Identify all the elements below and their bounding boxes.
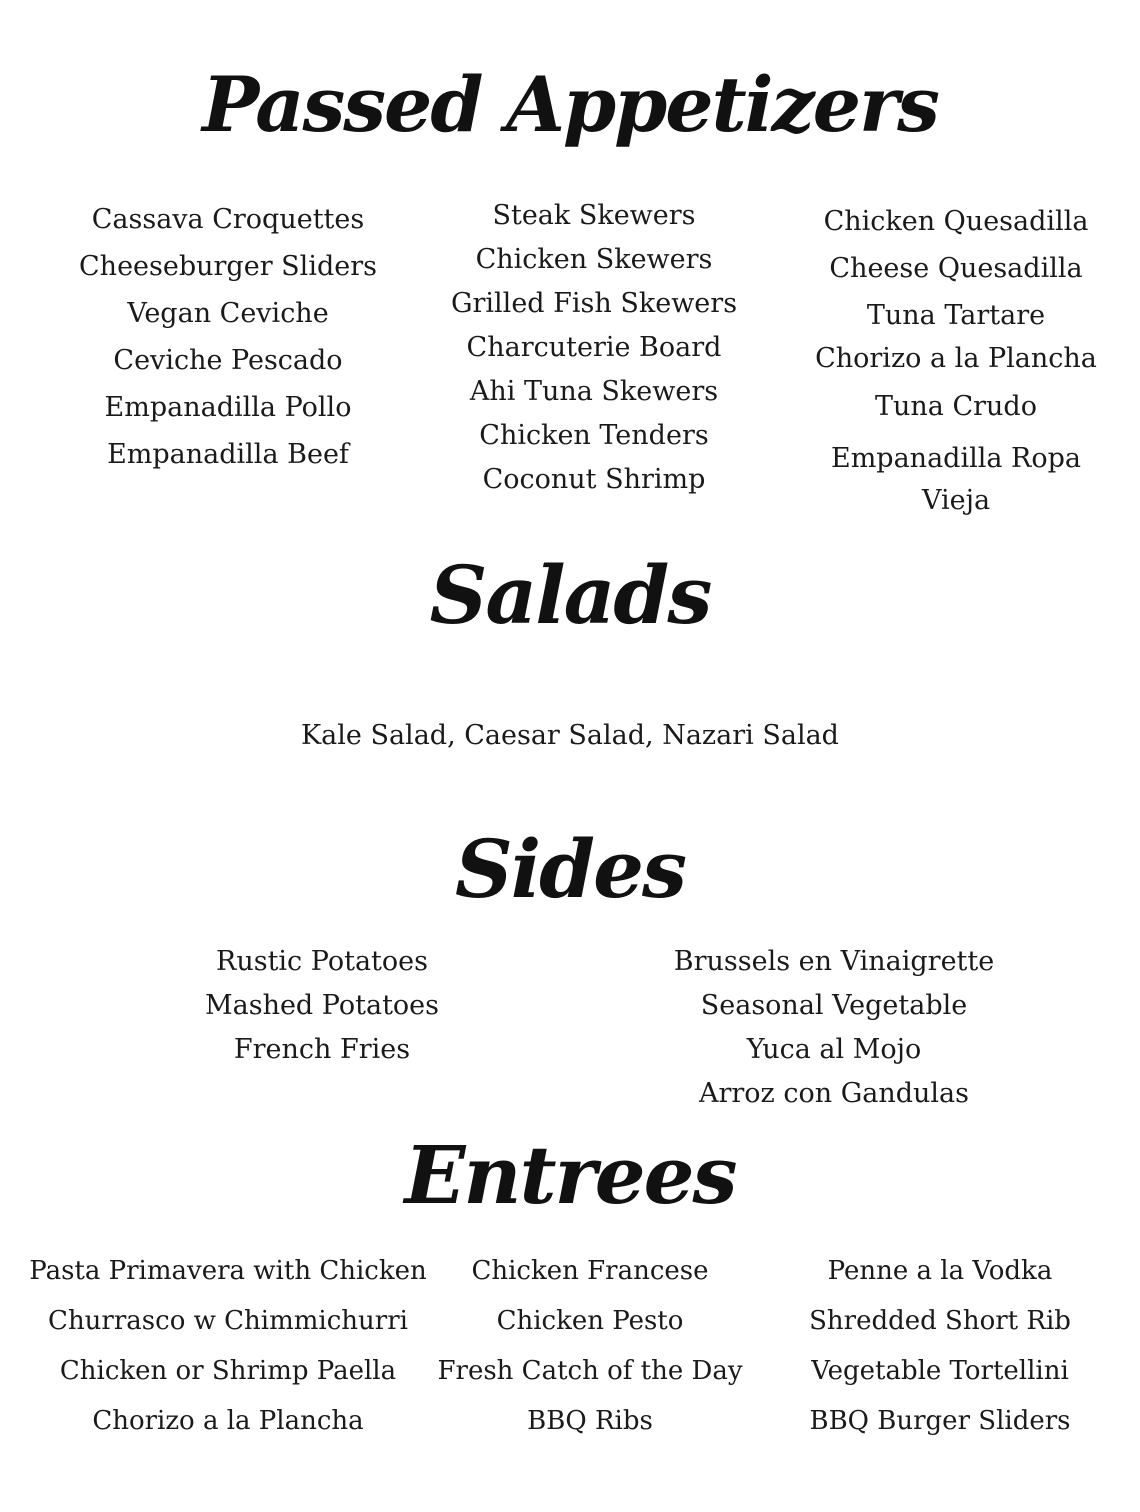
- entrees-column-2: [420, 1246, 760, 1446]
- menu-item: Charcuterie Board: [466, 332, 722, 363]
- menu-item: Empanadilla Pollo: [104, 392, 352, 423]
- menu-item: Yuca al Mojo: [746, 1034, 922, 1065]
- menu-item: Tuna Crudo: [875, 391, 1037, 422]
- menu-item: Chicken Skewers: [475, 244, 713, 275]
- salads-list: Kale Salad, Caesar Salad, Nazari Salad: [301, 720, 839, 751]
- menu-item: Churrasco w Chimmichurri: [48, 1306, 408, 1336]
- menu-item: Vegetable Tortellini: [811, 1356, 1069, 1386]
- menu-item: Shredded Short Rib: [809, 1306, 1071, 1336]
- menu-item: Ahi Tuna Skewers: [469, 376, 719, 407]
- menu-item: French Fries: [233, 1034, 411, 1065]
- menu-item: Vieja: [921, 485, 991, 516]
- appetizers-column-1: [48, 196, 408, 478]
- entrees-column-1: [28, 1246, 428, 1446]
- menu-item: Chicken Francese: [471, 1256, 709, 1286]
- menu-item: Cassava Croquettes: [91, 204, 365, 235]
- menu-item: Seasonal Vegetable: [700, 990, 968, 1021]
- menu-item: Chicken Pesto: [496, 1306, 684, 1336]
- section-title-sides: Sides: [454, 822, 686, 916]
- appetizers-column-2: [414, 194, 774, 502]
- section-title-entrees: Entrees: [404, 1128, 736, 1222]
- menu-item: Cheese Quesadilla: [829, 253, 1083, 284]
- entrees-column-3: [770, 1246, 1110, 1446]
- menu-item: Empanadilla Ropa: [830, 443, 1081, 474]
- menu-item: Grilled Fish Skewers: [450, 288, 738, 319]
- menu-item: BBQ Burger Sliders: [809, 1406, 1071, 1436]
- section-title-salads: Salads: [429, 548, 711, 642]
- sides-column-2: [634, 940, 1034, 1116]
- menu-item: Steak Skewers: [492, 200, 696, 231]
- menu-item: Chicken Tenders: [479, 420, 709, 451]
- appetizers-column-3: [776, 198, 1136, 520]
- menu-item: Rustic Potatoes: [216, 946, 428, 977]
- menu-item: BBQ Ribs: [527, 1406, 653, 1436]
- menu-item: Chorizo a la Plancha: [815, 343, 1097, 374]
- menu-item: Empanadilla Beef: [107, 439, 349, 470]
- menu-item: Cheeseburger Sliders: [79, 251, 377, 282]
- menu-item: Penne a la Vodka: [827, 1256, 1053, 1286]
- menu-item: Pasta Primavera with Chicken: [29, 1256, 427, 1286]
- menu-item: Vegan Ceviche: [127, 298, 329, 329]
- menu-item: Chicken Quesadilla: [823, 206, 1089, 237]
- menu-item: Coconut Shrimp: [482, 464, 706, 495]
- menu-item: Tuna Tartare: [866, 300, 1046, 331]
- menu-item: Mashed Potatoes: [204, 990, 440, 1021]
- section-title-passed-appetizers: Passed Appetizers: [202, 60, 938, 149]
- menu-item: Brussels en Vinaigrette: [673, 946, 995, 977]
- menu-item: Arroz con Gandulas: [698, 1078, 970, 1109]
- sides-column-1: [142, 940, 502, 1072]
- menu-item: Fresh Catch of the Day: [437, 1356, 743, 1386]
- menu-item: Chorizo a la Plancha: [92, 1406, 364, 1436]
- menu-item: Chicken or Shrimp Paella: [59, 1356, 397, 1386]
- menu-item: Ceviche Pescado: [113, 345, 343, 376]
